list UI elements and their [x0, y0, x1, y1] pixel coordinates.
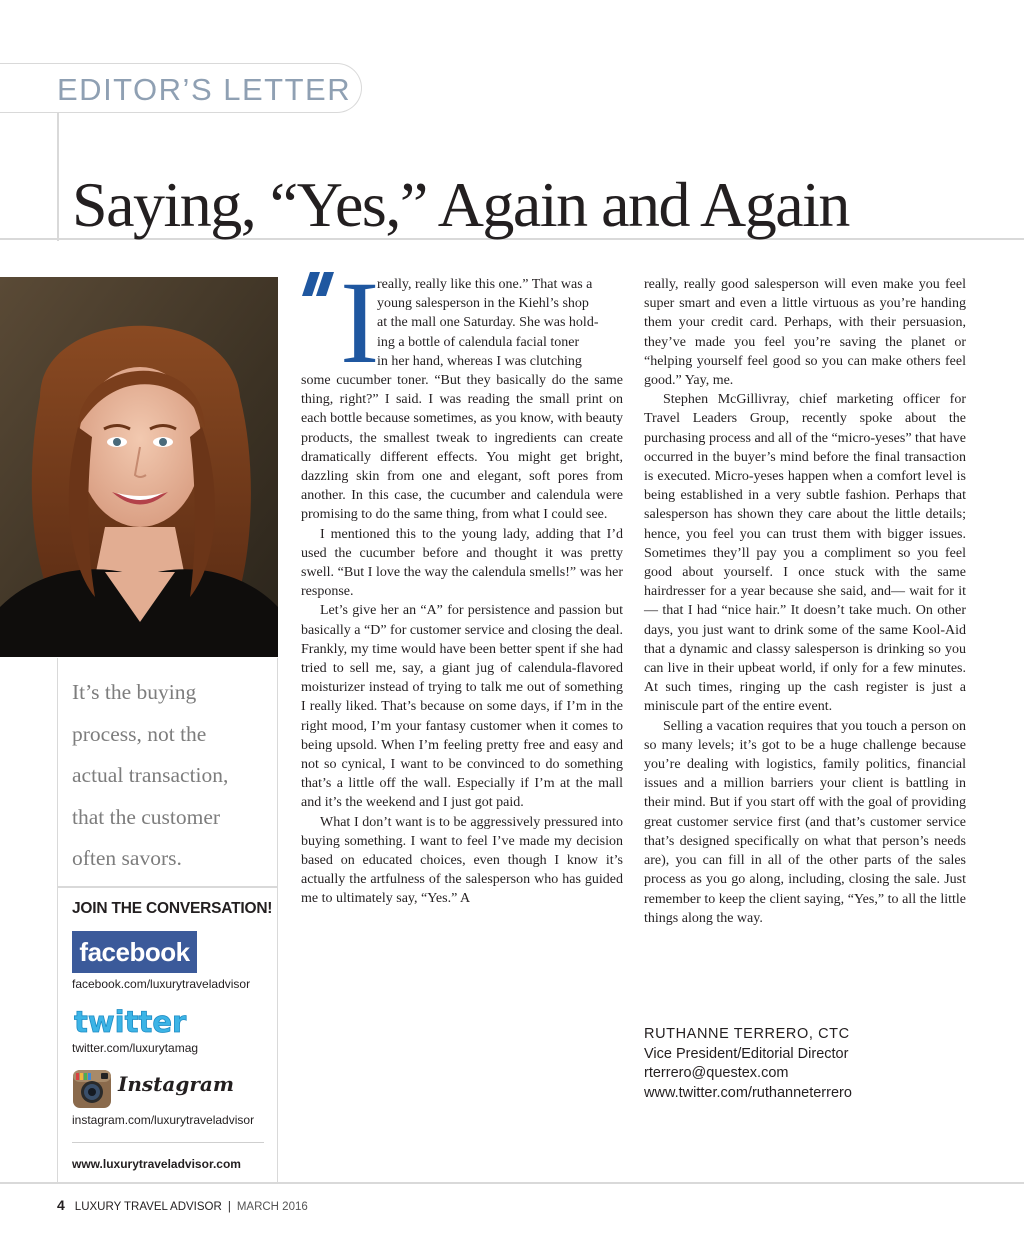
website-link[interactable]: www.luxurytraveladvisor.com [72, 1157, 241, 1171]
text-line: ing a bottle of calendula facial toner [377, 334, 580, 350]
pull-quote-line: process, not the [72, 721, 207, 746]
text-line: young salesperson in the Kiehl’s shop [377, 296, 589, 312]
editor-photo [0, 277, 278, 657]
author-title: Vice President/Editorial Director [644, 1045, 849, 1062]
twitter-logo[interactable] [72, 1004, 198, 1040]
pull-quote-line: actual transaction, [72, 763, 229, 787]
drop-cap [300, 257, 380, 388]
author-twitter[interactable]: www.twitter.com/ruthanneterrero [644, 1084, 852, 1101]
sidebar-divider [72, 1142, 264, 1143]
footer-divider [0, 1182, 1024, 1184]
author-email[interactable]: rterrero@questex.com [644, 1065, 789, 1081]
instagram-wordmark[interactable]: Instagram [118, 1072, 234, 1096]
pull-quote-line: that the customer [72, 804, 221, 829]
issue-date: MARCH 2016 [236, 1201, 308, 1213]
folio [57, 1197, 308, 1213]
paragraph: some cucumber toner. “But they basically do the same thing, right?” I said. I was reading the small print on each bottle because sometimes, as you know, with beauty products, the smallest tweak to ingredients can create dramatically different effects. You might get bright, dazzling skin from one and elegant, soft pores from another. In this case, the cucumber and calendula were promising to do the same thing, from what I could see. [301, 373, 623, 523]
article-title: Saying, “Yes,” Again and Again [72, 169, 849, 240]
author-name: RUTHANNE TERRERO, CTC [644, 1026, 850, 1042]
folio-separator: | [227, 1201, 231, 1213]
paragraph: Stephen McGillivray, chief marketing officer for Travel Leaders Group, recently spoke about the purchasing process and all of the “micro-yeses” that have occurred in the buyer’s mind before the final transaction is executed. Micro-yeses happen when a comfort level is being established in a very subtle fashion. Perhaps that salesperson has shown they care about the little details; hence, you feel you can trust them with bigger issues. Sometimes they’ll pay you a compliment so you feel good about yourself. I once stuck with the same hairdresser for a year because she said, and— wait for it— that I had “nice hair.” It doesn’t take much. On other days, you just want to drink some of the same Kool-Aid that a dynamic and classy salesperson is drinking so you can live in their upbeat world, if only for a few minutes. At such times, ringing up the cash register is just a miniscule part of the entire event. [644, 392, 966, 715]
text-line: really, really like this one.” That was a [377, 277, 593, 292]
text-line: in her hand, whereas I was clutching [377, 353, 582, 369]
instagram-link[interactable]: instagram.com/luxurytraveladvisor [72, 1113, 255, 1127]
pull-quote-line: often savors. [72, 846, 182, 870]
column-1 [301, 371, 623, 909]
divider-vertical [57, 113, 59, 241]
pull-quote [72, 672, 272, 880]
facebook-logo[interactable]: facebook [72, 931, 197, 973]
section-label: EDITOR’S LETTER [57, 72, 352, 107]
page-number: 4 [57, 1197, 65, 1213]
twitter-link[interactable]: twitter.com/luxurytamag [72, 1041, 199, 1055]
drop-cap-letter: I [340, 257, 380, 388]
facebook-link[interactable]: facebook.com/luxurytraveladvisor [72, 977, 251, 991]
twitter-wordmark: twitter [74, 1005, 187, 1039]
join-heading: JOIN THE CONVERSATION! [72, 900, 273, 917]
text-line: at the mall one Saturday. She was hold- [377, 315, 599, 331]
instagram-icon[interactable] [72, 1069, 112, 1109]
paragraph: Let’s give her an “A” for persistence and passion but basically a “D” for customer service and closing the deal. Frankly, my time would have been better spent if she had tried to sell me, say, a giant jug of calendula-flavored moisturizer instead of trying to talk me out of something I really liked. That’s because on some days, if I’m in the right mood, I’m your fantasy customer when it comes to being upsold. When I’m feeling pretty free and easy and not so cynical, I want to be convinced to do something that’s a little off the wall. Especially if I’m at the mall and it’s the weekend and I just got paid. [301, 603, 623, 811]
column-2 [644, 275, 966, 928]
paragraph: really, really good salesperson will even make you feel super smart and even a little virtuous as you’re handing them your credit card. Perhaps, with their persuasion, they’ve made you feel you’re saving the planet or “helping yourself feel good so you can make others feel good.” Yay, me. [644, 277, 966, 389]
publication-name: LUXURY TRAVEL ADVISOR [74, 1201, 222, 1213]
byline [644, 1025, 852, 1103]
paragraph: What I don’t want is to be aggressively pressured into buying something. I want to feel I’ve made my decision based on educated choices, even though I know it’s actually the artfulness of the salesperson who has guided me to ultimately say, “Yes.” A [301, 814, 623, 907]
sidebar-divider [57, 886, 278, 888]
pull-quote-line: It’s the buying [72, 680, 197, 704]
column-1-intro [377, 275, 625, 371]
paragraph: Selling a vacation requires that you touch a person on so many levels; it’s got to be a huge challenge because you’re dealing with logistics, family politics, financial issues and a million barriers your client is battling in their mind. But if you start off with the goal of providing great customer service first (and that’s customer service that’s designed specifically on what that person’s needs are), you can fill in all of the other parts of the sales process as you go along, including, closing the sale. Just remember to keep the client saying, “Yes,” to all the little things along the way. [644, 718, 966, 926]
paragraph: I mentioned this to the young lady, adding that I’d used the cucumber before and thought it was pretty swell. “But I love the way the calendula smells!” was her response. [301, 526, 623, 600]
